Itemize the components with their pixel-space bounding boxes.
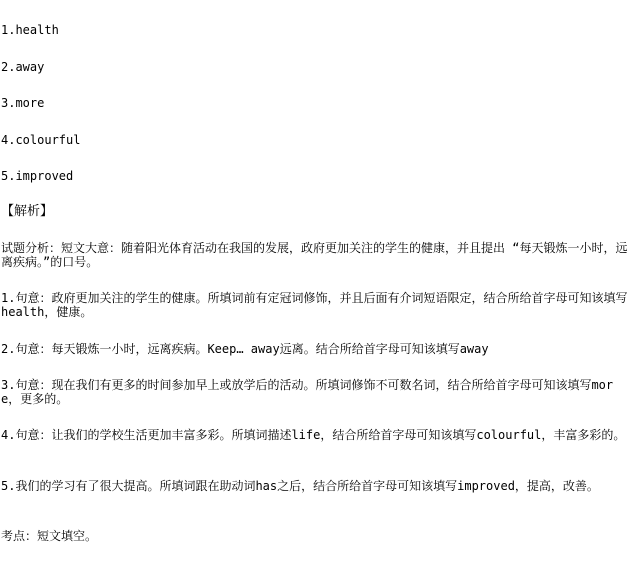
answer-1: 1.health — [1, 23, 59, 37]
explanation-1: 1.句意：政府更加关注的学生的健康。所填词前有定冠词修饰，并且后面有介词短语限定，结合所给首字母可知该填写health，健康。 — [1, 291, 628, 319]
explanation-4: 4.句意：让我们的学校生活更加丰富多彩。所填词描述life，结合所给首字母可知该填写colourful，丰富多彩的。 — [1, 428, 626, 442]
answer-5: 5.improved — [1, 169, 74, 183]
analysis-heading: 【解析】 — [1, 204, 54, 219]
answer-2: 2.away — [1, 60, 45, 74]
topic-line: 考点：短文填空。 — [1, 529, 98, 543]
answer-3: 3.more — [1, 96, 45, 110]
explanation-5: 5.我们的学习有了很大提高。所填词跟在助动词has之后，结合所给首字母可知该填写improved，提高，改善。 — [1, 479, 599, 493]
explanation-3: 3.句意：现在我们有更多的时间参加早上或放学后的活动。所填词修饰不可数名词，结合所给首字母可知该填写more，更多的。 — [1, 378, 614, 406]
answer-4: 4.colourful — [1, 133, 81, 147]
summary-paragraph: 试题分析：短文大意：随着阳光体育活动在我国的发展，政府更加关注的学生的健康，并且提出 “每天锻炼一小时，远离疾病。”的口号。 — [1, 241, 628, 269]
explanation-2: 2.句意：每天锻炼一小时，远离疾病。Keep… away远离。结合所给首字母可知该填写away — [1, 342, 489, 356]
